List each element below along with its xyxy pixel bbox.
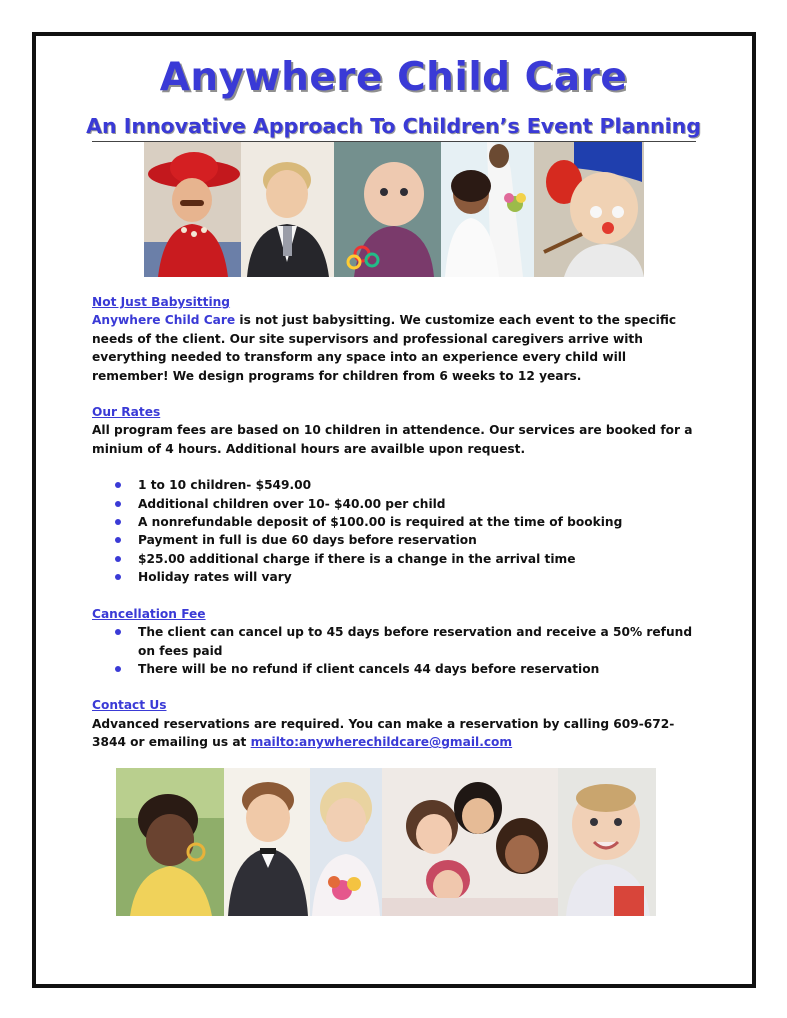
section-heading-rates: Our Rates xyxy=(92,405,161,420)
list-item: A nonrefundable deposit of $100.00 is required at the time of booking xyxy=(92,513,698,531)
photo-baby-smiling xyxy=(558,768,656,916)
list-item: $25.00 additional charge if there is a change in the arrival time xyxy=(92,550,698,568)
page-title: Anywhere Child Care xyxy=(159,55,628,100)
list-item: 1 to 10 children- $549.00 xyxy=(92,476,698,494)
contact-paragraph xyxy=(92,715,698,752)
list-item: Holiday rates will vary xyxy=(92,568,698,586)
section-heading-contact: Contact Us xyxy=(92,698,167,713)
page-subtitle: An Innovative Approach To Children’s Event Planning xyxy=(86,114,701,138)
photo-girl-flowers xyxy=(310,768,382,916)
photo-boy-suit xyxy=(224,768,310,916)
bottom-photo-strip xyxy=(116,768,656,916)
photo-child-clown-face-paint xyxy=(534,142,644,277)
photo-girl-blowing-bubbles xyxy=(116,768,224,916)
photo-girl-bouquet xyxy=(441,142,534,277)
main-content xyxy=(92,293,698,752)
contact-text: Advanced reservations are required. You can make a reservation by calling 609-672-3844 or emailing us at xyxy=(92,716,675,750)
babysitting-paragraph xyxy=(92,311,698,385)
list-item: There will be no refund if client cancels 44 days before reservation xyxy=(92,660,698,678)
cancellation-list xyxy=(92,623,698,678)
email-link[interactable]: mailto:anywherechildcare@gmail.com xyxy=(250,735,513,750)
photo-boy-tuxedo xyxy=(241,142,334,277)
photo-girl-red-hat xyxy=(144,142,241,277)
section-heading-cancellation: Cancellation Fee xyxy=(92,606,206,621)
babysitting-text: is not just babysitting. We customize each event to the specific needs of the client. Our site supervisors and professional caregivers arrive with everything needed to transform any space into an experience every child will remember! We design programs for children from 6 weeks to 12 years. xyxy=(92,313,677,383)
rates-list xyxy=(92,476,698,586)
list-item: Additional children over 10- $40.00 per child xyxy=(92,495,698,513)
photo-baby-beads xyxy=(334,142,441,277)
photo-group-of-girls xyxy=(382,768,558,916)
list-item: Payment in full is due 60 days before reservation xyxy=(92,531,698,549)
rates-paragraph: All program fees are based on 10 children in attendence. Our services are booked for a minium of 4 hours. Additional hours are availble upon request. xyxy=(92,423,693,456)
brand-name: Anywhere Child Care xyxy=(92,313,236,328)
top-photo-strip xyxy=(144,142,644,277)
list-item: The client can cancel up to 45 days before reservation and receive a 50% refund on fees paid xyxy=(92,623,698,660)
section-heading-babysitting: Not Just Babysitting xyxy=(92,295,231,309)
